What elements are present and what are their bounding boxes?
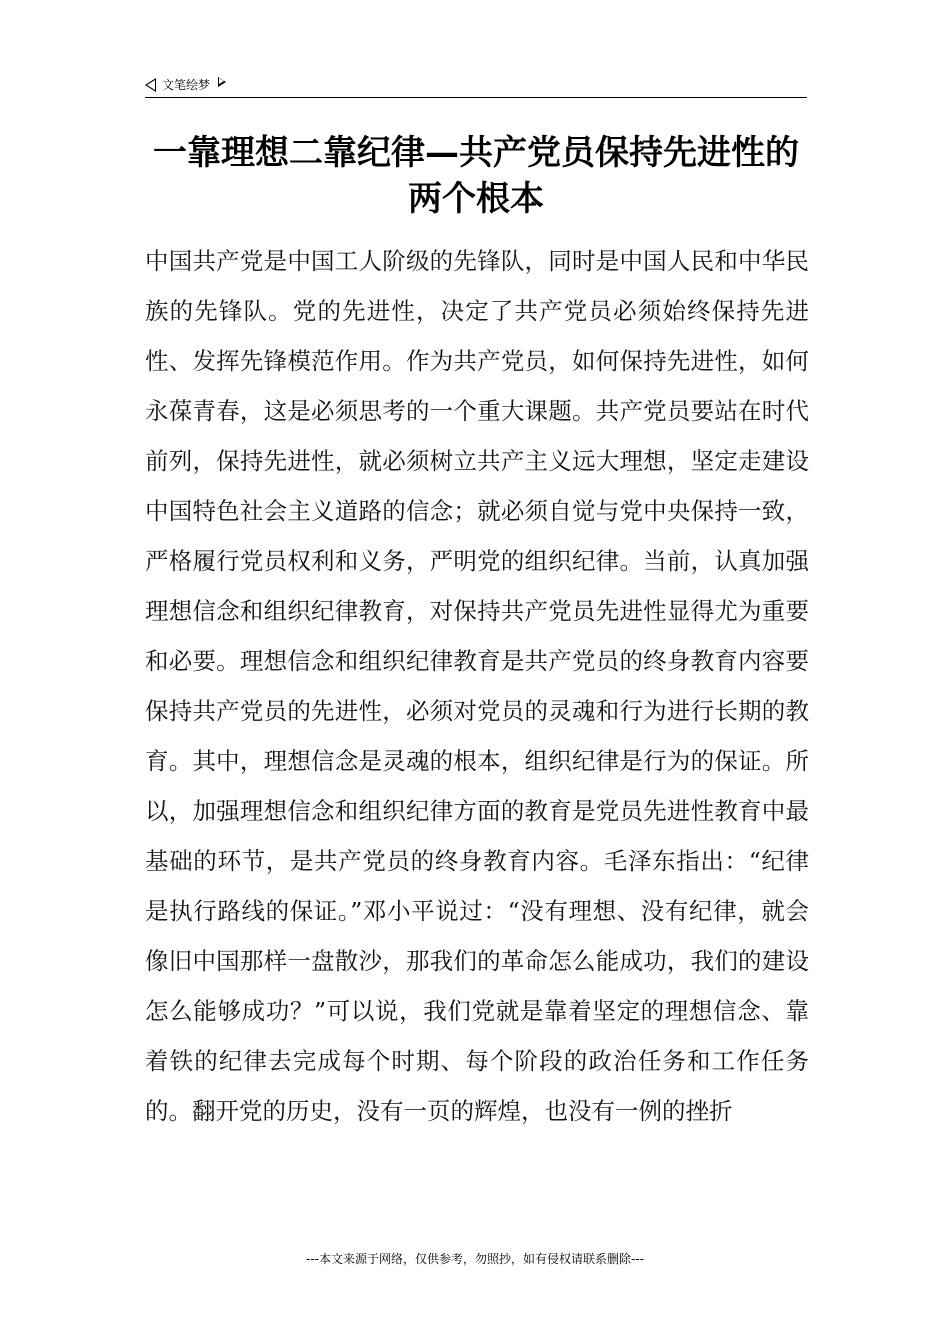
header-brand-row [145, 76, 226, 93]
right-triangle-icon [218, 77, 226, 87]
left-triangle-icon [145, 78, 156, 92]
footer-disclaimer: ---本文来源于网络，仅供参考，勿照抄，如有侵权请联系删除--- [306, 1252, 644, 1266]
header-brand: 文笔绘梦 [162, 78, 211, 92]
page-header [145, 74, 807, 98]
document-title: 一靠理想二靠纪律—共产党员保持先进性的两个根本 [153, 133, 799, 219]
document-body: 中国共产党是中国工人阶级的先锋队，同时是中国人民和中华民族的先锋队。党的先进性，决定了共产党员必须始终保持先进性、发挥先锋模范作用。作为共产党员，如何保持先进性，如何永葆青春，这是必须思考的一个重大课题。共产党员要站在时代前列，保持先进性，就必须树立共产主义远大理想，坚定走建设中国特色社会主义道路的信念；就必须自觉与党中央保持一致，严格履行党员权利和义务，严明党的组织纪律。当前，认真加强理想信念和组织纪律教育，对保持共产党员先进性显得尤为重要和必要。理想信念和组织纪律教育是共产党员的终身教育内容要保持共产党员的先进性，必须对党员的灵魂和行为进行长期的教育。其中，理想信念是灵魂的根本，组织纪律是行为的保证。所以，加强理想信念和组织纪律方面的教育是党员先进性教育中最基础的环节，是共产党员的终身教育内容。毛泽东指出：“纪律是执行路线的保证。”邓小平说过：“没有理想、没有纪律，就会像旧中国那样一盘散沙，那我们的革命怎么能成功，我们的建设怎么能够成功？”可以说，我们党就是靠着坚定的理想信念、靠着铁的纪律去完成每个时期、每个阶段的政治任务和工作任务的。翻开党的历史，没有一页的辉煌，也没有一例的挫折 [145, 247, 809, 1125]
